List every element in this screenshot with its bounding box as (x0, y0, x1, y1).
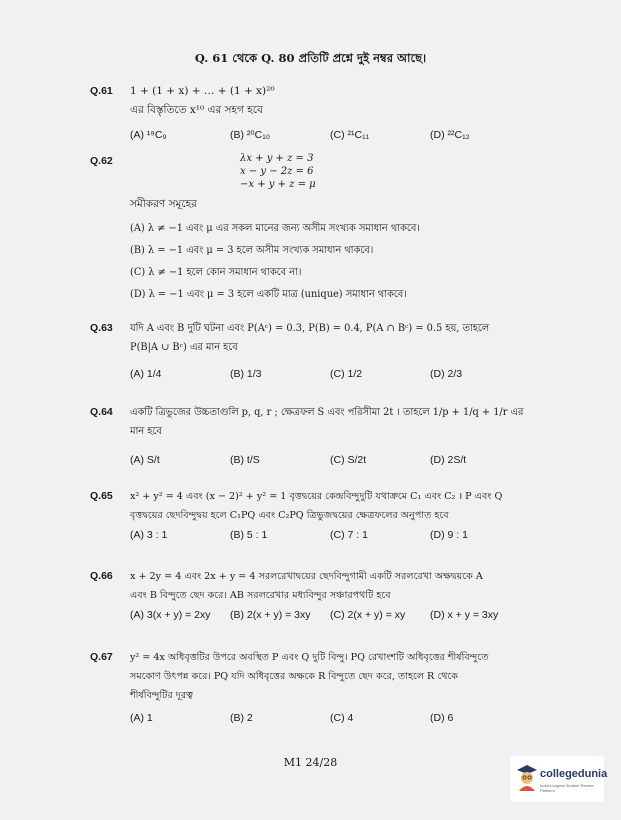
collegedunia-logo (510, 756, 608, 802)
option-d: (D) 2/3 (430, 368, 463, 380)
section-header: Q. 61 থেকে Q. 80 প্রতিটি প্রশ্নে দুই নম্বর আছে। (194, 51, 427, 65)
option-b: (B) 5 : 1 (230, 529, 268, 541)
option-b: (B) 2 (230, 712, 253, 724)
option-d: (D) x + y = 3xy (430, 609, 499, 621)
logo-name: collegedunia (540, 768, 608, 780)
question-67 (90, 648, 560, 729)
option-a: (A) 3(x + y) = 2xy (130, 609, 211, 621)
option-b: (B) ²⁰C₁₀ (230, 129, 271, 141)
equation-system (240, 152, 560, 191)
question-number: Q.62 (90, 155, 113, 167)
question-line: y² = 4x অধিবৃত্তটির উপরে অবস্থিত P এবং Q দুটি বিন্দু। PQ রেখাংশটি অধিবৃত্তের শীর্ষবিন্দুতে (130, 652, 489, 663)
question-line: মান হবে (130, 426, 162, 437)
question-number: Q.65 (90, 490, 113, 502)
question-line: বৃত্তদ্বয়ের ছেদবিন্দুদ্বয় হলে C₁PQ এবং C₂PQ ত্রিভুজদ্বয়ের ক্ষেত্রফলের অনুপাত হবে (130, 510, 449, 521)
options-row (130, 365, 560, 385)
question-stem: সমীকরণ সমূহের (130, 198, 197, 210)
options-row (130, 451, 560, 471)
option-c: (C) ²¹C₁₁ (330, 129, 370, 141)
option-a: (A) ¹⁹C₉ (130, 129, 167, 141)
option-d: (D) 2S/t (430, 454, 467, 466)
question-line: P(B|A ∪ Bᶜ) এর মান হবে (130, 342, 238, 353)
question-line: এবং B বিন্দুতে ছেদ করে। AB সরলরেখার মধ্যবিন্দুর সঞ্চারপথটি হবে (130, 590, 391, 601)
option-b: (B) t/S (230, 454, 260, 466)
options-row (130, 526, 560, 546)
question-line: সমকোণ উৎপন্ন করে। PQ যদি অধিবৃত্তের অক্ষকে R বিন্দুতে ছেদ করে, তাহলে R থেকে (130, 671, 458, 682)
question-63 (90, 319, 560, 385)
equation: x − y − 2z = 6 (240, 166, 314, 177)
option-a: (A) 3 : 1 (130, 529, 168, 541)
question-line: 1 + (1 + x) + … + (1 + x)²⁰ (130, 85, 275, 97)
option-a: (A) 1 (130, 712, 153, 724)
question-61 (90, 82, 560, 146)
equation: λx + y + z = 3 (240, 153, 314, 164)
question-number: Q.63 (90, 322, 113, 334)
question-line: এর বিস্তৃতিতে x¹⁰ এর সহগ হবে (130, 104, 263, 116)
option-c: (C) 7 : 1 (330, 529, 368, 541)
page-number: M1 24/28 (283, 756, 338, 769)
option-d: (D) ²²C₁₂ (430, 129, 470, 141)
option-c: (C) S/2t (330, 454, 367, 466)
graduate-avatar-icon (516, 764, 538, 792)
options-row (130, 126, 560, 146)
option-a: (A) S/t (130, 454, 160, 466)
question-64 (90, 403, 560, 471)
option-c: (C) 4 (330, 712, 354, 724)
question-62 (90, 152, 560, 306)
question-line: একটি ত্রিভুজের উচ্চতাগুলি p, q, r ; ক্ষেত্রফল S এবং পরিসীমা 2t । তাহলে 1/p + 1/q + 1/r এর (130, 407, 524, 418)
question-number: Q.61 (90, 85, 113, 97)
option-d: (D) λ = −1 এবং μ = 3 হলে একটি মাত্র (unique) সমাধান থাকবে। (130, 289, 407, 300)
option-a: (A) 1/4 (130, 368, 162, 380)
question-66 (90, 567, 560, 626)
option-b: (B) λ = −1 এবং μ = 3 হলে অসীম সংখ্যক সমাধান থাকবে। (130, 245, 374, 256)
question-number: Q.67 (90, 651, 113, 663)
equation: −x + y + z = μ (240, 179, 316, 190)
question-line: শীর্ষবিন্দুটির দূরত্ব (130, 690, 193, 701)
option-b: (B) 1/3 (230, 368, 262, 380)
option-a: (A) λ ≠ −1 এবং μ এর সকল মানের জন্য অসীম সংখ্যক সমাধান থাকবে। (130, 223, 420, 234)
question-number: Q.66 (90, 570, 113, 582)
option-d: (D) 9 : 1 (430, 529, 468, 541)
question-line: x² + y² = 4 এবং (x − 2)² + y² = 1 বৃত্তদ্বয়ের কেন্দ্রবিন্দুদুটি যথাক্রমে C₁ এবং C₂ । P এবং Q (130, 491, 503, 502)
option-c: (C) 1/2 (330, 368, 363, 380)
question-65 (90, 487, 560, 546)
option-b: (B) 2(x + y) = 3xy (230, 609, 311, 621)
option-d: (D) 6 (430, 712, 454, 724)
options-row (130, 606, 560, 626)
logo-tagline: India's largest Student Review Platform (540, 783, 594, 793)
question-number: Q.64 (90, 406, 113, 418)
options-row (130, 709, 560, 729)
question-line: x + 2y = 4 এবং 2x + y = 4 সরলরেখাদ্বয়ের ছেদবিন্দুগামী একটি সরলরেখা অক্ষদ্বয়কে A (130, 571, 483, 582)
option-c: (C) λ ≠ −1 হলে কোন সমাধান থাকবে না। (130, 267, 302, 278)
question-line: যদি A এবং B দুটি ঘটনা এবং P(Aᶜ) = 0.3, P(B) = 0.4, P(A ∩ Bᶜ) = 0.5 হয়, তাহলে (130, 323, 490, 334)
option-c: (C) 2(x + y) = xy (330, 609, 406, 621)
